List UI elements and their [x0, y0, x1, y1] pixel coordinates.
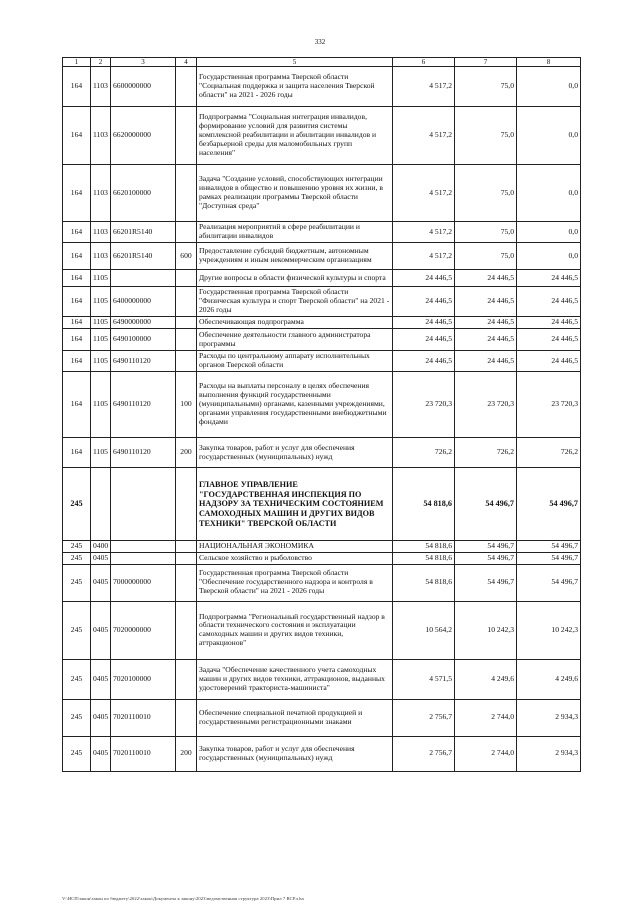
owner-code-cell: 164	[63, 317, 91, 329]
amount-2025-cell: 24 446,5	[455, 317, 517, 329]
table-header-row	[63, 58, 581, 67]
description-cell: Расходы по центральному аппарату исполнительных органов Тверской области	[197, 351, 393, 372]
amount-2025-cell: 726,2	[455, 438, 517, 468]
owner-code-cell: 164	[63, 165, 91, 222]
section-code-cell: 1103	[91, 243, 111, 270]
amount-2024-cell: 726,2	[393, 438, 455, 468]
section-code-cell: 0405	[91, 601, 111, 659]
owner-code-cell: 245	[63, 736, 91, 771]
owner-code-cell: 245	[63, 552, 91, 564]
owner-code-cell: 164	[63, 438, 91, 468]
amount-2025-cell: 75,0	[455, 222, 517, 243]
owner-code-cell: 164	[63, 270, 91, 287]
section-code-cell: 1105	[91, 270, 111, 287]
amount-2024-cell: 2 756,7	[393, 736, 455, 771]
description-cell: ГЛАВНОЕ УПРАВЛЕНИЕ "ГОСУДАРСТВЕННАЯ ИНСПЕКЦИЯ ПО НАДЗОРУ ЗА ТЕХНИЧЕСКИМ СОСТОЯНИЕМ САМОХОДНЫХ МАШИН И ДРУГИХ ВИДОВ ТЕХНИКИ" ТВЕРСКОЙ ОБЛАСТИ	[197, 468, 393, 541]
target-article-cell: 6490110120	[111, 351, 176, 372]
amount-2025-cell: 75,0	[455, 67, 517, 107]
section-code-cell: 1105	[91, 372, 111, 438]
section-code-cell	[91, 468, 111, 541]
amount-2024-cell: 4 517,2	[393, 243, 455, 270]
target-article-cell: 6490000000	[111, 317, 176, 329]
amount-2025-cell: 54 496,7	[455, 468, 517, 541]
expense-type-cell	[176, 351, 197, 372]
amount-2024-cell: 24 446,5	[393, 270, 455, 287]
owner-code-cell: 164	[63, 351, 91, 372]
section-code-cell: 0400	[91, 541, 111, 553]
table-row	[63, 468, 581, 541]
expense-type-cell	[176, 601, 197, 659]
budget-table	[62, 57, 581, 772]
description-cell: Обеспечение деятельности главного администратора программы	[197, 329, 393, 351]
expense-type-cell	[176, 699, 197, 736]
section-code-cell: 1103	[91, 107, 111, 165]
amount-2025-cell: 54 496,7	[455, 552, 517, 564]
amount-2024-cell: 2 756,7	[393, 699, 455, 736]
amount-2026-cell: 24 446,5	[517, 351, 581, 372]
expense-type-cell: 200	[176, 736, 197, 771]
amount-2025-cell: 2 744,0	[455, 736, 517, 771]
amount-2026-cell: 24 446,5	[517, 329, 581, 351]
amount-2026-cell: 726,2	[517, 438, 581, 468]
amount-2025-cell: 4 249,6	[455, 659, 517, 699]
table-row	[63, 372, 581, 438]
expense-type-cell	[176, 564, 197, 601]
column-header: 7	[455, 58, 517, 67]
expense-type-cell: 100	[176, 372, 197, 438]
table-row	[63, 699, 581, 736]
target-article-cell: 66201R5140	[111, 243, 176, 270]
table-row	[63, 564, 581, 601]
amount-2025-cell: 24 446,5	[455, 351, 517, 372]
owner-code-cell: 164	[63, 67, 91, 107]
amount-2024-cell: 54 818,6	[393, 541, 455, 553]
description-cell: Государственная программа Тверской области "Физическая культура и спорт Тверской области" на 2021 - 2026 годы	[197, 287, 393, 317]
table-row	[63, 552, 581, 564]
expense-type-cell	[176, 107, 197, 165]
section-code-cell: 1105	[91, 351, 111, 372]
target-article-cell	[111, 270, 176, 287]
amount-2026-cell: 23 720,3	[517, 372, 581, 438]
description-cell: Государственная программа Тверской области "Обеспечение государственного надзора и контроля в Тверской области" на 2021 - 2026 годы	[197, 564, 393, 601]
owner-code-cell: 164	[63, 222, 91, 243]
section-code-cell: 1105	[91, 287, 111, 317]
target-article-cell	[111, 468, 176, 541]
owner-code-cell: 164	[63, 329, 91, 351]
amount-2026-cell: 0,0	[517, 222, 581, 243]
amount-2024-cell: 4 517,2	[393, 222, 455, 243]
description-cell: Государственная программа Тверской области "Социальная поддержка и защита населения Тверской области" на 2021 - 2026 годы	[197, 67, 393, 107]
description-cell: НАЦИОНАЛЬНАЯ ЭКОНОМИКА	[197, 541, 393, 553]
section-code-cell: 1105	[91, 317, 111, 329]
amount-2025-cell: 24 446,5	[455, 287, 517, 317]
target-article-cell: 6490100000	[111, 329, 176, 351]
amount-2024-cell: 4 517,2	[393, 107, 455, 165]
table-row	[63, 329, 581, 351]
column-header: 6	[393, 58, 455, 67]
table-row	[63, 222, 581, 243]
description-cell: Реализация мероприятий в сфере реабилитации и абилитации инвалидов	[197, 222, 393, 243]
target-article-cell: 7020100000	[111, 659, 176, 699]
table-row	[63, 287, 581, 317]
amount-2026-cell: 2 934,3	[517, 699, 581, 736]
table-row	[63, 601, 581, 659]
amount-2026-cell: 0,0	[517, 107, 581, 165]
amount-2025-cell: 23 720,3	[455, 372, 517, 438]
table-row	[63, 270, 581, 287]
table-row	[63, 736, 581, 771]
table-row	[63, 659, 581, 699]
amount-2024-cell: 24 446,5	[393, 287, 455, 317]
amount-2026-cell: 10 242,3	[517, 601, 581, 659]
owner-code-cell: 164	[63, 243, 91, 270]
amount-2024-cell: 24 446,5	[393, 317, 455, 329]
section-code-cell: 0405	[91, 659, 111, 699]
owner-code-cell: 245	[63, 659, 91, 699]
table-row	[63, 317, 581, 329]
expense-type-cell	[176, 165, 197, 222]
column-header: 5	[197, 58, 393, 67]
amount-2024-cell: 23 720,3	[393, 372, 455, 438]
table-row	[63, 541, 581, 553]
section-code-cell: 0405	[91, 552, 111, 564]
amount-2025-cell: 75,0	[455, 165, 517, 222]
amount-2026-cell: 54 496,7	[517, 468, 581, 541]
description-cell: Задача "Создание условий, способствующих интеграции инвалидов в общество и повышению уровня их жизни, в рамках реализации программы Тверской области "Доступная среда"	[197, 165, 393, 222]
expense-type-cell	[176, 270, 197, 287]
target-article-cell	[111, 541, 176, 553]
expense-type-cell	[176, 468, 197, 541]
table-row	[63, 351, 581, 372]
amount-2024-cell: 4 517,2	[393, 67, 455, 107]
amount-2025-cell: 10 242,3	[455, 601, 517, 659]
expense-type-cell: 600	[176, 243, 197, 270]
target-article-cell: 6400000000	[111, 287, 176, 317]
table-row	[63, 67, 581, 107]
description-cell: Предоставление субсидий бюджетным, автономным учреждениям и иным некоммерческим организациям	[197, 243, 393, 270]
amount-2024-cell: 24 446,5	[393, 351, 455, 372]
amount-2026-cell: 2 934,3	[517, 736, 581, 771]
amount-2026-cell: 0,0	[517, 243, 581, 270]
owner-code-cell: 245	[63, 541, 91, 553]
expense-type-cell	[176, 659, 197, 699]
description-cell: Закупка товаров, работ и услуг для обеспечения государственных (муниципальных) нужд	[197, 438, 393, 468]
file-path-footer: V:\ИСП\закон\закон по бюджету\2022\закон\Документы к закону\2023\ведомственная структура 2023\Прил 7 ВСР.xlsx	[62, 896, 305, 901]
target-article-cell: 7000000000	[111, 564, 176, 601]
column-header: 1	[63, 58, 91, 67]
target-article-cell: 6600000000	[111, 67, 176, 107]
amount-2024-cell: 54 818,6	[393, 564, 455, 601]
amount-2026-cell: 54 496,7	[517, 552, 581, 564]
column-header: 2	[91, 58, 111, 67]
owner-code-cell: 245	[63, 699, 91, 736]
amount-2026-cell: 24 446,5	[517, 287, 581, 317]
table-row	[63, 165, 581, 222]
target-article-cell: 6620000000	[111, 107, 176, 165]
description-cell: Закупка товаров, работ и услуг для обеспечения государственных (муниципальных) нужд	[197, 736, 393, 771]
expense-type-cell	[176, 541, 197, 553]
expense-type-cell	[176, 287, 197, 317]
amount-2024-cell: 54 818,6	[393, 468, 455, 541]
amount-2025-cell: 2 744,0	[455, 699, 517, 736]
section-code-cell: 1103	[91, 222, 111, 243]
column-header: 3	[111, 58, 176, 67]
table-row	[63, 107, 581, 165]
target-article-cell: 7020110010	[111, 736, 176, 771]
expense-type-cell: 200	[176, 438, 197, 468]
amount-2025-cell: 54 496,7	[455, 564, 517, 601]
amount-2026-cell: 54 496,7	[517, 541, 581, 553]
section-code-cell: 0405	[91, 736, 111, 771]
amount-2026-cell: 0,0	[517, 165, 581, 222]
description-cell: Подпрограмма "Региональный государственный надзор в области технического состояния и эксплуатации самоходных машин и других видов техники, аттракционов"	[197, 601, 393, 659]
table-body	[63, 58, 581, 772]
owner-code-cell: 245	[63, 564, 91, 601]
amount-2026-cell: 4 249,6	[517, 659, 581, 699]
description-cell: Расходы на выплаты персоналу в целях обеспечения выполнения функций государственными (муниципальными) органами, казенными учреждениями, органами управления государственными внебюджетными фондами	[197, 372, 393, 438]
amount-2025-cell: 24 446,5	[455, 270, 517, 287]
amount-2026-cell: 0,0	[517, 67, 581, 107]
amount-2024-cell: 24 446,5	[393, 329, 455, 351]
owner-code-cell: 245	[63, 468, 91, 541]
amount-2024-cell: 54 818,6	[393, 552, 455, 564]
amount-2024-cell: 10 564,2	[393, 601, 455, 659]
description-cell: Обеспечивающая подпрограмма	[197, 317, 393, 329]
owner-code-cell: 164	[63, 107, 91, 165]
amount-2026-cell: 24 446,5	[517, 270, 581, 287]
expense-type-cell	[176, 552, 197, 564]
section-code-cell: 1103	[91, 67, 111, 107]
target-article-cell: 66201R5140	[111, 222, 176, 243]
expense-type-cell	[176, 67, 197, 107]
target-article-cell: 6620100000	[111, 165, 176, 222]
owner-code-cell: 164	[63, 372, 91, 438]
description-cell: Задача "Обеспечение качественного учета самоходных машин и других видов техники, аттракционов, выданных удостоверений тракториста-машиниста"	[197, 659, 393, 699]
expense-type-cell	[176, 222, 197, 243]
amount-2025-cell: 75,0	[455, 107, 517, 165]
target-article-cell: 6490110120	[111, 438, 176, 468]
description-cell: Другие вопросы в области физической культуры и спорта	[197, 270, 393, 287]
section-code-cell: 1103	[91, 165, 111, 222]
target-article-cell: 7020110010	[111, 699, 176, 736]
amount-2025-cell: 75,0	[455, 243, 517, 270]
section-code-cell: 1105	[91, 329, 111, 351]
amount-2025-cell: 24 446,5	[455, 329, 517, 351]
amount-2026-cell: 54 496,7	[517, 564, 581, 601]
column-header: 4	[176, 58, 197, 67]
section-code-cell: 0405	[91, 699, 111, 736]
amount-2026-cell: 24 446,5	[517, 317, 581, 329]
table-row	[63, 438, 581, 468]
amount-2024-cell: 4 571,5	[393, 659, 455, 699]
description-cell: Подпрограмма "Социальная интеграция инвалидов, формирование условий для развития системы комплексной реабилитации и абилитации инвалидов и безбарьерной среды для маломобильных групп населения"	[197, 107, 393, 165]
target-article-cell: 7020000000	[111, 601, 176, 659]
owner-code-cell: 164	[63, 287, 91, 317]
description-cell: Сельское хозяйство и рыболовство	[197, 552, 393, 564]
table-row	[63, 243, 581, 270]
description-cell: Обеспечение специальной печатной продукцией и государственными регистрационными знаками	[197, 699, 393, 736]
expense-type-cell	[176, 329, 197, 351]
owner-code-cell: 245	[63, 601, 91, 659]
expense-type-cell	[176, 317, 197, 329]
amount-2025-cell: 54 496,7	[455, 541, 517, 553]
amount-2024-cell: 4 517,2	[393, 165, 455, 222]
target-article-cell	[111, 552, 176, 564]
section-code-cell: 0405	[91, 564, 111, 601]
target-article-cell: 6490110120	[111, 372, 176, 438]
column-header: 8	[517, 58, 581, 67]
page-number: 332	[314, 38, 326, 46]
section-code-cell: 1105	[91, 438, 111, 468]
